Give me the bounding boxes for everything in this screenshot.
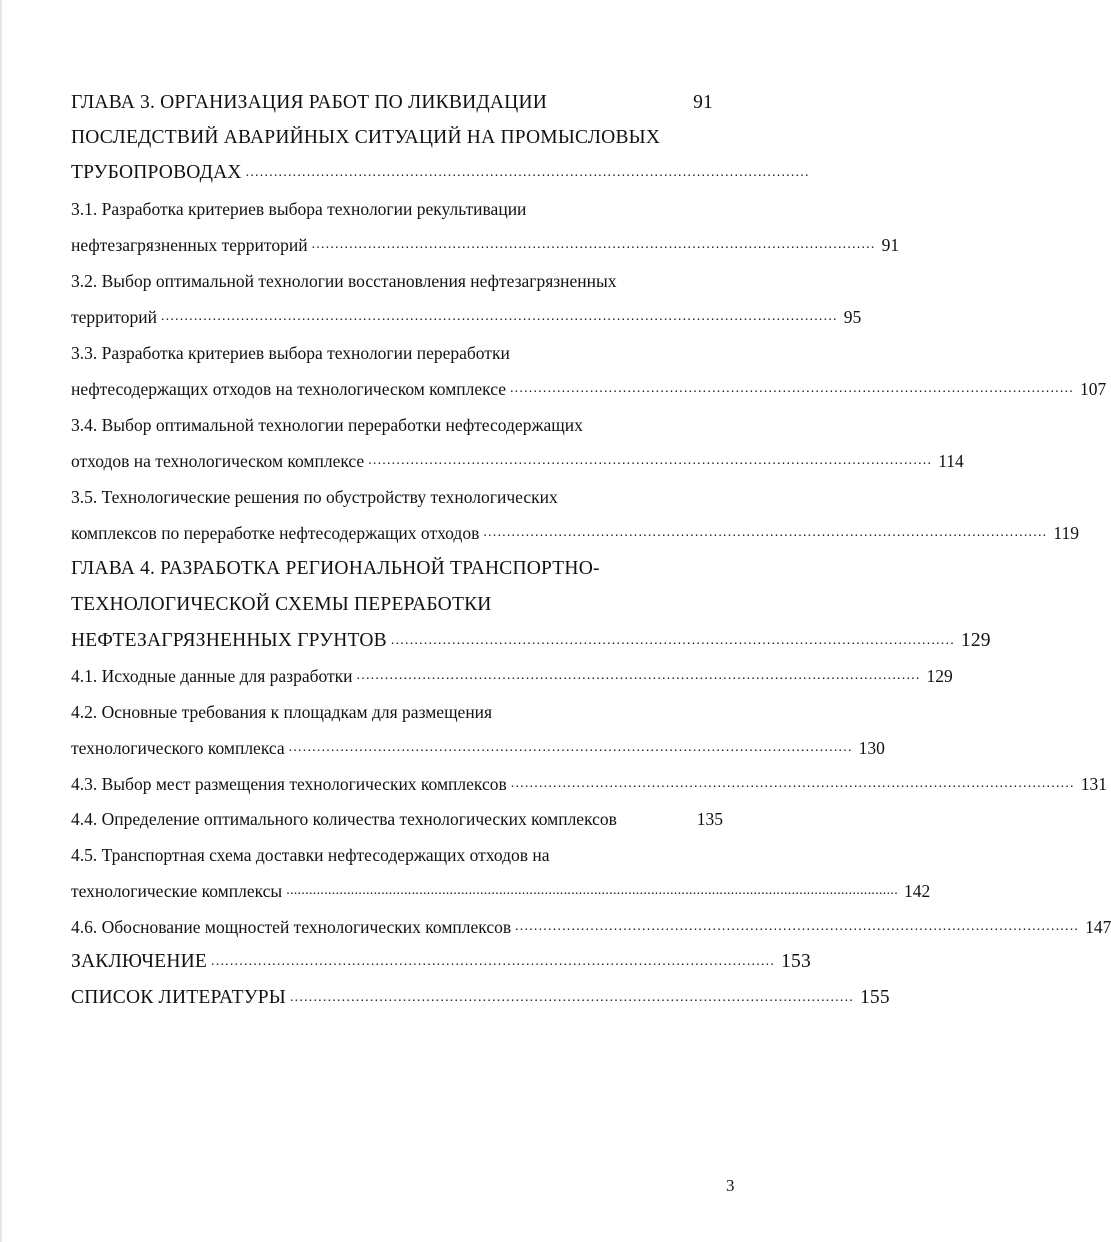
toc-section-3-3-line-1 — [71, 335, 723, 371]
toc-chapter-3-page: 91 — [689, 85, 713, 121]
leader-dots: ........................................................................................................................ — [515, 919, 1080, 934]
toc-section-4-3-page: 131 — [1081, 766, 1107, 802]
toc-conclusion-title: ЗАКЛЮЧЕНИЕ — [71, 951, 208, 972]
toc-section-3-1-page: 91 — [882, 227, 910, 263]
toc-section-3-4-page: 114 — [938, 443, 964, 479]
toc-section-3-1-title-line-1: 3.1. Разработка критериев выбора технологии рекультивации — [71, 199, 527, 219]
toc-chapter-4-title-line-3: НЕФТЕЗАГРЯЗНЕННЫХ ГРУНТОВ — [71, 630, 387, 651]
toc-section-3-5-line-1 — [71, 479, 723, 515]
toc-section-4-3-line-1 — [71, 766, 1107, 802]
toc-section-3-1-title-line-2: нефтезагрязненных территорий — [71, 235, 308, 255]
toc-section-3-2-line-1 — [71, 263, 723, 299]
toc-section-4-5-page: 142 — [904, 873, 930, 909]
toc-references-page: 155 — [860, 980, 890, 1016]
toc-section-4-6-title: 4.6. Обоснование мощностей технологических комплексов — [71, 917, 512, 937]
leader-dots: ........................................................................................................................ — [245, 165, 810, 180]
toc-section-3-3-title-line-1: 3.3. Разработка критериев выбора технологии переработки — [71, 343, 510, 363]
toc-chapter-3-title-line-1: ГЛАВА 3. ОРГАНИЗАЦИЯ РАБОТ ПО ЛИКВИДАЦИИ — [71, 92, 548, 113]
toc-section-3-5-title-line-1: 3.5. Технологические решения по обустройству технологических — [71, 487, 558, 507]
toc-section-4-2-line-2 — [71, 730, 885, 766]
toc-chapter-4-line-2 — [71, 587, 723, 623]
leader-dots: ........................................................................................................................ — [509, 381, 1074, 396]
leader-dots: ................................................................................................................................................ — [160, 309, 838, 324]
toc-chapter-4-line-3 — [71, 623, 991, 659]
toc-section-4-4-page: 135 — [693, 801, 723, 837]
toc-chapter-3-line-1 — [71, 85, 723, 121]
toc-conclusion — [71, 944, 811, 980]
toc-section-4-5-line-1 — [71, 837, 723, 873]
toc-chapter-3-line-3 — [71, 155, 810, 191]
toc-section-3-4-title-line-2: отходов на технологическом комплексе — [71, 451, 365, 471]
toc-section-3-5-title-line-2: комплексов по переработке нефтесодержащих отходов — [71, 523, 480, 543]
toc-section-4-1-page: 129 — [927, 658, 953, 694]
leader-dots: ........................................................................................................................ — [211, 954, 776, 969]
toc-section-3-3-page: 107 — [1080, 371, 1106, 407]
leader-dots: ........................................................................................................................ — [510, 776, 1075, 791]
toc-section-4-6-page: 147 — [1085, 909, 1111, 945]
toc-section-3-2-line-2 — [71, 299, 862, 335]
leader-dots: ........................................................................................................................ — [368, 453, 933, 468]
toc-chapter-4-line-1 — [71, 551, 723, 587]
toc-chapter-3-title-line-2: ПОСЛЕДСТВИЙ АВАРИЙНЫХ СИТУАЦИЙ НА ПРОМЫСЛОВЫХ — [71, 127, 661, 148]
toc-section-3-4-line-1 — [71, 407, 723, 443]
toc-section-3-1-line-1 — [71, 191, 723, 227]
toc-section-4-1-title: 4.1. Исходные данные для разработки — [71, 666, 353, 686]
toc-section-3-2-title-line-1: 3.2. Выбор оптимальной технологии восстановления нефтезагрязненных — [71, 271, 617, 291]
leader-dots: ........................................................................................................................ — [390, 633, 955, 648]
toc-section-4-2-line-1 — [71, 694, 723, 730]
toc-section-4-6-line-1 — [71, 909, 1111, 945]
toc-section-4-1-line-1 — [71, 658, 953, 694]
toc-references — [71, 980, 890, 1016]
toc-section-3-3-title-line-2: нефтесодержащих отходов на технологическом комплексе — [71, 379, 506, 399]
toc-chapter-3-title-line-3: ТРУБОПРОВОДАХ — [71, 162, 242, 183]
toc-section-4-4-line-1 — [71, 801, 723, 837]
toc-section-3-4-title-line-1: 3.4. Выбор оптимальной технологии переработки нефтесодержащих — [71, 415, 583, 435]
leader-dots: ........................................................................................................................ — [311, 237, 876, 252]
toc-section-4-2-title-line-2: технологического комплекса — [71, 738, 285, 758]
toc-section-4-2-title-line-1: 4.2. Основные требования к площадкам для размещения — [71, 702, 493, 722]
toc-section-3-2-page: 95 — [844, 299, 872, 335]
leader-dots: ........................................................................................................................ — [288, 740, 853, 755]
toc-conclusion-page: 153 — [781, 944, 811, 980]
toc-section-4-5-title-line-1: 4.5. Транспортная схема доставки нефтесодержащих отходов на — [71, 845, 550, 865]
leader-dots: ........................................................................................................................ — [289, 990, 854, 1005]
toc-section-3-5-page: 119 — [1053, 515, 1079, 551]
toc-section-3-2-title-line-2: территорий — [71, 307, 157, 327]
toc-references-title: СПИСОК ЛИТЕРАТУРЫ — [71, 987, 286, 1008]
toc-section-3-4-line-2 — [71, 443, 964, 479]
page-number: 3 — [726, 1176, 735, 1195]
toc-chapter-4-page: 129 — [961, 623, 991, 659]
toc-section-4-4-title: 4.4. Определение оптимального количества технологических комплексов — [71, 809, 617, 829]
toc-section-4-5-title-line-2: технологические комплексы — [71, 881, 283, 901]
toc-chapter-4-title-line-1: ГЛАВА 4. РАЗРАБОТКА РЕГИОНАЛЬНОЙ ТРАНСПОРТНО- — [71, 558, 600, 579]
leader-dots: ................................................................................................................................................................. — [286, 883, 899, 898]
toc-section-3-5-line-2 — [71, 515, 1079, 551]
leader-dots: ........................................................................................................................ — [356, 668, 921, 683]
toc-chapter-4-title-line-2: ТЕХНОЛОГИЧЕСКОЙ СХЕМЫ ПЕРЕРАБОТКИ — [71, 594, 492, 615]
toc-section-4-2-page: 130 — [859, 730, 885, 766]
toc-section-4-5-line-2 — [71, 873, 931, 909]
toc-section-3-1-line-2 — [71, 227, 900, 263]
leader-dots: ........................................................................................................................ — [483, 525, 1048, 540]
toc-section-4-3-title: 4.3. Выбор мест размещения технологических комплексов — [71, 774, 507, 794]
toc-section-3-3-line-2 — [71, 371, 1107, 407]
toc-chapter-3-line-2 — [71, 120, 723, 156]
